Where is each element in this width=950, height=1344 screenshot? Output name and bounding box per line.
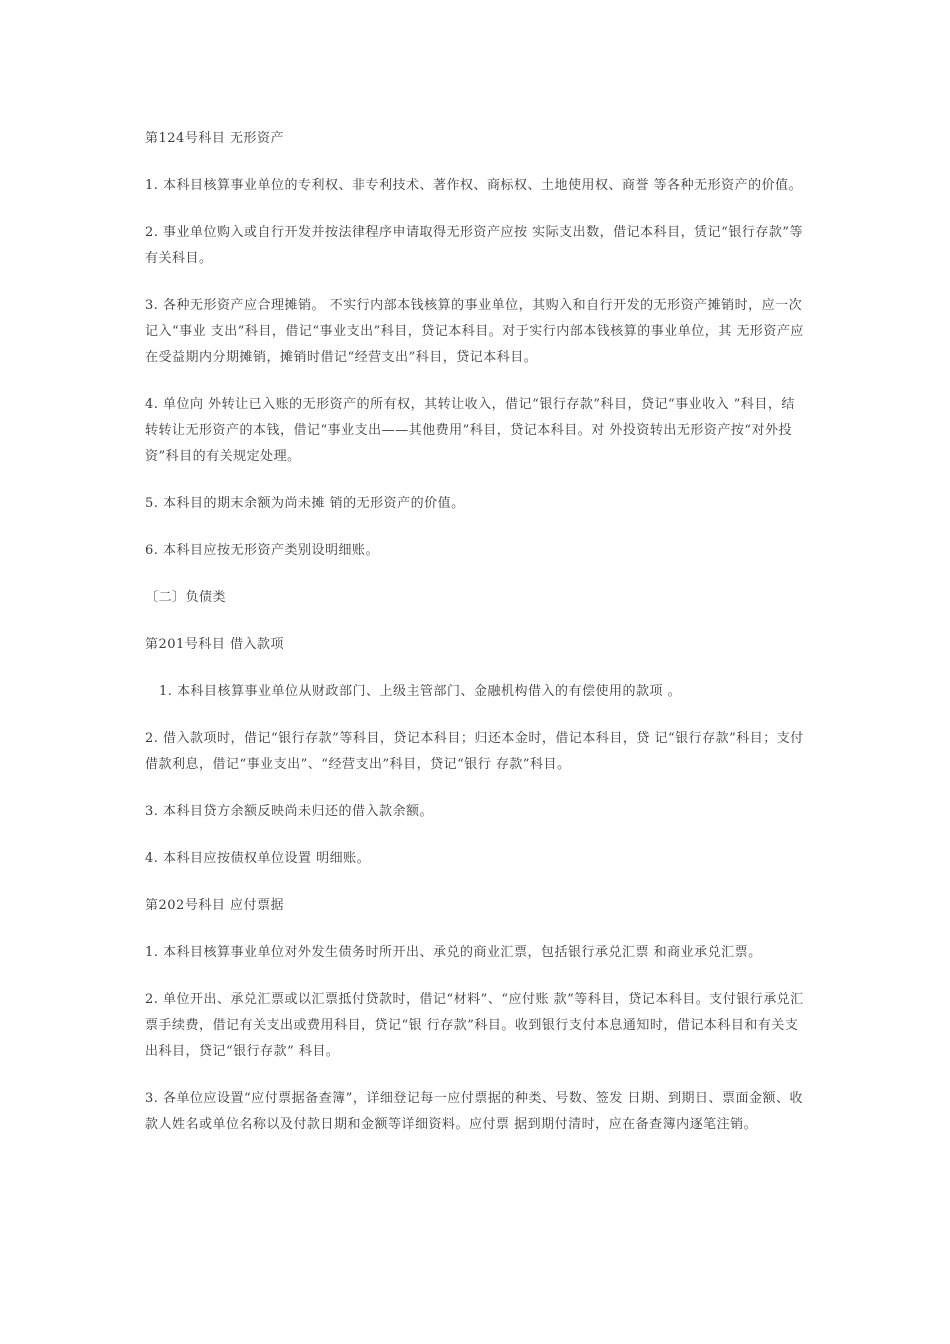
paragraph-124-6: 6. 本科目应按无形资产类别设明细账。: [145, 543, 380, 558]
paragraph-201-4: 4. 本科目应按债权单位设置 明细账。: [145, 851, 371, 866]
paragraph-202-2: 2. 单位开出、承兑汇票或以汇票抵付贷款时，借记“材料”、“应付账 款”等科目，贷记本科目。支付银行承兑汇票手续费，借记有关支出或费用科目，贷记“银 行存款”科目。收到银行支付本息通知时，借记本科目和有关支出科目，贷记“银行存款” 科目。: [145, 992, 804, 1059]
paragraph-201-2: 2. 借入款项时，借记“银行存款”等科目，贷记本科目；归还本金时，借记本科目，贷 记“银行存款”科目；支付借款利息，借记“事业支出”、“经营支出”科目，贷记“银行 存款”科目。: [145, 731, 804, 772]
paragraph-202-1: 1. 本科目核算事业单位对外发生债务时所开出、承兑的商业汇票，包括银行承兑汇票 和商业承兑汇票。: [145, 945, 762, 960]
section-heading-124: 第124号科目 无形资产: [145, 131, 284, 146]
paragraph-124-1: 1. 本科目核算事业单位的专利权、非专利技术、著作权、商标权、土地使用权、商誉 等各种无形资产的价值。: [145, 178, 803, 193]
category-heading-liabilities: 〔二〕负债类: [145, 590, 227, 605]
paragraph-201-3: 3. 本科目贷方余额反映尚未归还的借入款余额。: [145, 804, 434, 819]
document-body: [145, 126, 807, 1159]
section-heading-201: 第201号科目 借入款项: [145, 637, 284, 652]
paragraph-124-2: 2. 事业单位购入或自行开发并按法律程序申请取得无形资产应按 实际支出数，借记本科目，赁记“银行存款”等有关科目。: [145, 225, 803, 266]
section-heading-202: 第202号科目 应付票据: [145, 898, 284, 913]
paragraph-124-3: 3. 各种无形资产应合理摊销。 不实行内部本钱核算的事业单位，其购入和自行开发的无形资产摊销时，应一次记入“事业 支出”科目，借记“事业支出”科目，贷记本科目。对于实行内部本钱核算的事业单位，其 无形资产应在受益期内分期摊销，摊销时借记“经营支出”科目，贷记本科目。: [145, 298, 804, 365]
paragraph-124-5: 5. 本科目的期末余额为尚未摊 销的无形资产的价值。: [145, 496, 465, 511]
paragraph-201-1: 1. 本科目核算事业单位从财政部门、上级主管部门、金融机构借入的有偿使用的款项 。: [159, 684, 682, 699]
paragraph-202-3: 3. 各单位应设置“应付票据备查簿”，详细登记每一应付票据的种类、号数、签发 日期、到期日、票面金额、收款人姓名或单位名称以及付款日期和金额等详细资料。应付票 据到期付清时，应在备查簿内逐笔注销。: [145, 1091, 803, 1132]
paragraph-124-4: 4. 单位向 外转让已入账的无形资产的所有权，其转让收入，借记“银行存款”科目，贷记“事业收入 ”科目，结转转让无形资产的本钱，借记“事业支出——其他费用”科目，贷记本科目。对 外投资转出无形资产按“对外投资”科目的有关规定处理。: [145, 397, 795, 464]
